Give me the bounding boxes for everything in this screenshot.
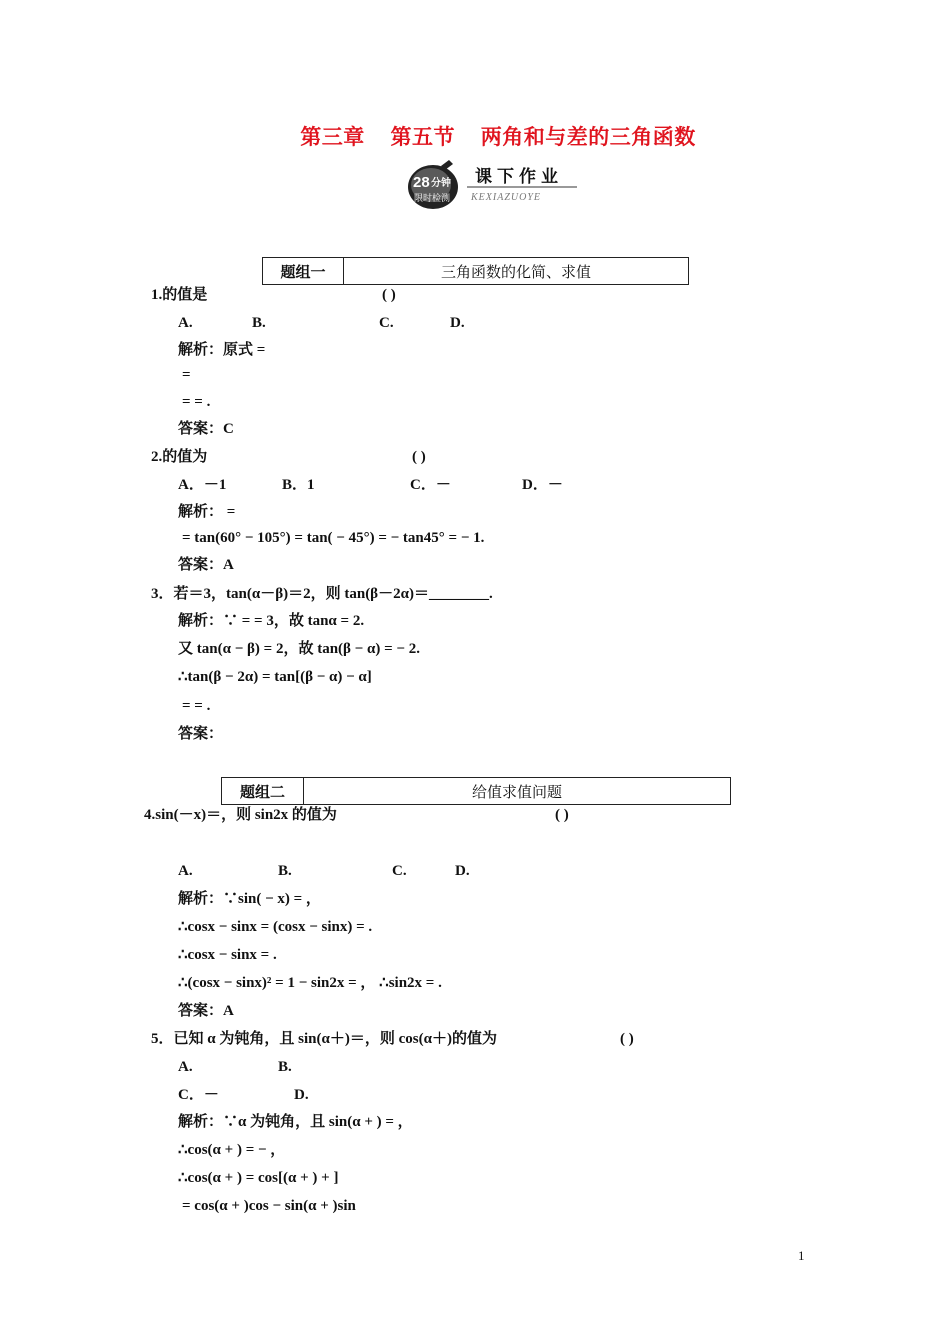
- q4-stem: 4.sin(－x)＝，则 sin2x 的值为: [144, 807, 337, 823]
- q2-stem: 2.的值为: [151, 449, 208, 465]
- homework-badge: [405, 160, 581, 218]
- q1-solution-3: = = .: [182, 394, 211, 410]
- q4-solution-3: ∴cosx − sinx = .: [178, 947, 277, 963]
- q1-option-b: B.: [252, 315, 266, 331]
- q5-stem: 5．已知 α 为钝角，且 sin(α＋)＝，则 cos(α＋)的值为: [151, 1031, 497, 1047]
- q2-option-b: B．1: [282, 477, 315, 493]
- q1-solution-1: 解析：原式 =: [178, 342, 266, 358]
- q4-option-d: D.: [455, 863, 470, 879]
- q1-option-d: D.: [450, 315, 465, 331]
- q1-answer-paren: ( ): [382, 287, 396, 303]
- chapter-label: 第三章: [300, 125, 365, 149]
- group1-table: [262, 257, 689, 285]
- q4-solution-2: ∴cosx − sinx = (cosx − sinx) = .: [178, 919, 373, 935]
- q2-option-d: D．－: [522, 477, 563, 493]
- q3-answer: 答案：: [178, 726, 224, 742]
- q5-solution-4: = cos(α + )cos − sin(α + )sin: [182, 1198, 356, 1214]
- q1-option-a: A.: [178, 315, 193, 331]
- q1-answer: 答案：C: [178, 421, 234, 437]
- group2-label: 题组二: [222, 778, 304, 804]
- q3-solution-3: ∴tan(β − 2α) = tan[(β − α) − α]: [178, 669, 372, 685]
- q3-solution-4: = = .: [182, 698, 211, 714]
- page-title: [0, 121, 950, 151]
- q3-solution-2: 又 tan(α − β) = 2，故 tan(β − α) = − 2.: [178, 641, 420, 657]
- q2-answer: 答案：A: [178, 557, 234, 573]
- q5-answer-paren: ( ): [620, 1031, 634, 1047]
- q3-solution-1: 解析：∵ = = 3，故 tanα = 2.: [178, 613, 365, 629]
- q2-option-a: A．－1: [178, 477, 227, 493]
- page-number: 1: [798, 1248, 805, 1263]
- q3-stem: 3．若＝3，tan(α－β)＝2，则 tan(β－2α)＝________.: [151, 586, 493, 602]
- badge-pinyin: KEXIAZUOYE: [471, 192, 541, 203]
- group2-table: [221, 777, 731, 805]
- q5-option-b: B.: [278, 1059, 292, 1075]
- q4-answer-paren: ( ): [555, 807, 569, 823]
- q5-solution-3: ∴cos(α + ) = cos[(α + ) + ]: [178, 1170, 339, 1186]
- q4-answer: 答案：A: [178, 1003, 234, 1019]
- badge-graphic: [405, 160, 581, 218]
- q2-solution-1: 解析： =: [178, 504, 236, 520]
- q5-solution-2: ∴cos(α + ) = − ，: [178, 1142, 286, 1158]
- q5-option-a: A.: [178, 1059, 193, 1075]
- q4-option-b: B.: [278, 863, 292, 879]
- q5-solution-1: 解析：∵α 为钝角，且 sin(α + ) = ，: [178, 1114, 413, 1130]
- group1-label: 题组一: [263, 258, 344, 284]
- q5-option-c: C．－: [178, 1087, 219, 1103]
- section-label: 第五节: [390, 125, 455, 149]
- q1-solution-2: =: [182, 367, 191, 383]
- q5-option-d: D.: [294, 1087, 309, 1103]
- group2-title: 给值求值问题: [471, 784, 562, 801]
- topic-label: 两角和与差的三角函数: [480, 125, 696, 149]
- q2-option-c: C．－: [410, 477, 451, 493]
- q2-solution-2: = tan(60° − 105°) = tan( − 45°) = − tan45° = − 1.: [182, 530, 485, 546]
- q2-answer-paren: ( ): [412, 449, 426, 465]
- q1-stem: 1.的值是: [151, 287, 208, 303]
- badge-number: 28: [413, 174, 430, 191]
- badge-sub: 限时检测: [414, 194, 451, 204]
- badge-unit: 分钟: [431, 178, 451, 189]
- q4-solution-1: 解析：∵sin( − x) = ，: [178, 891, 321, 907]
- q1-option-c: C.: [379, 315, 394, 331]
- q4-option-a: A.: [178, 863, 193, 879]
- q4-option-c: C.: [392, 863, 407, 879]
- group1-title: 三角函数的化简、求值: [440, 264, 591, 281]
- badge-title: 课下作业: [475, 167, 563, 187]
- q4-solution-4: ∴(cosx − sinx)² = 1 − sin2x = ， ∴sin2x = .: [178, 975, 442, 991]
